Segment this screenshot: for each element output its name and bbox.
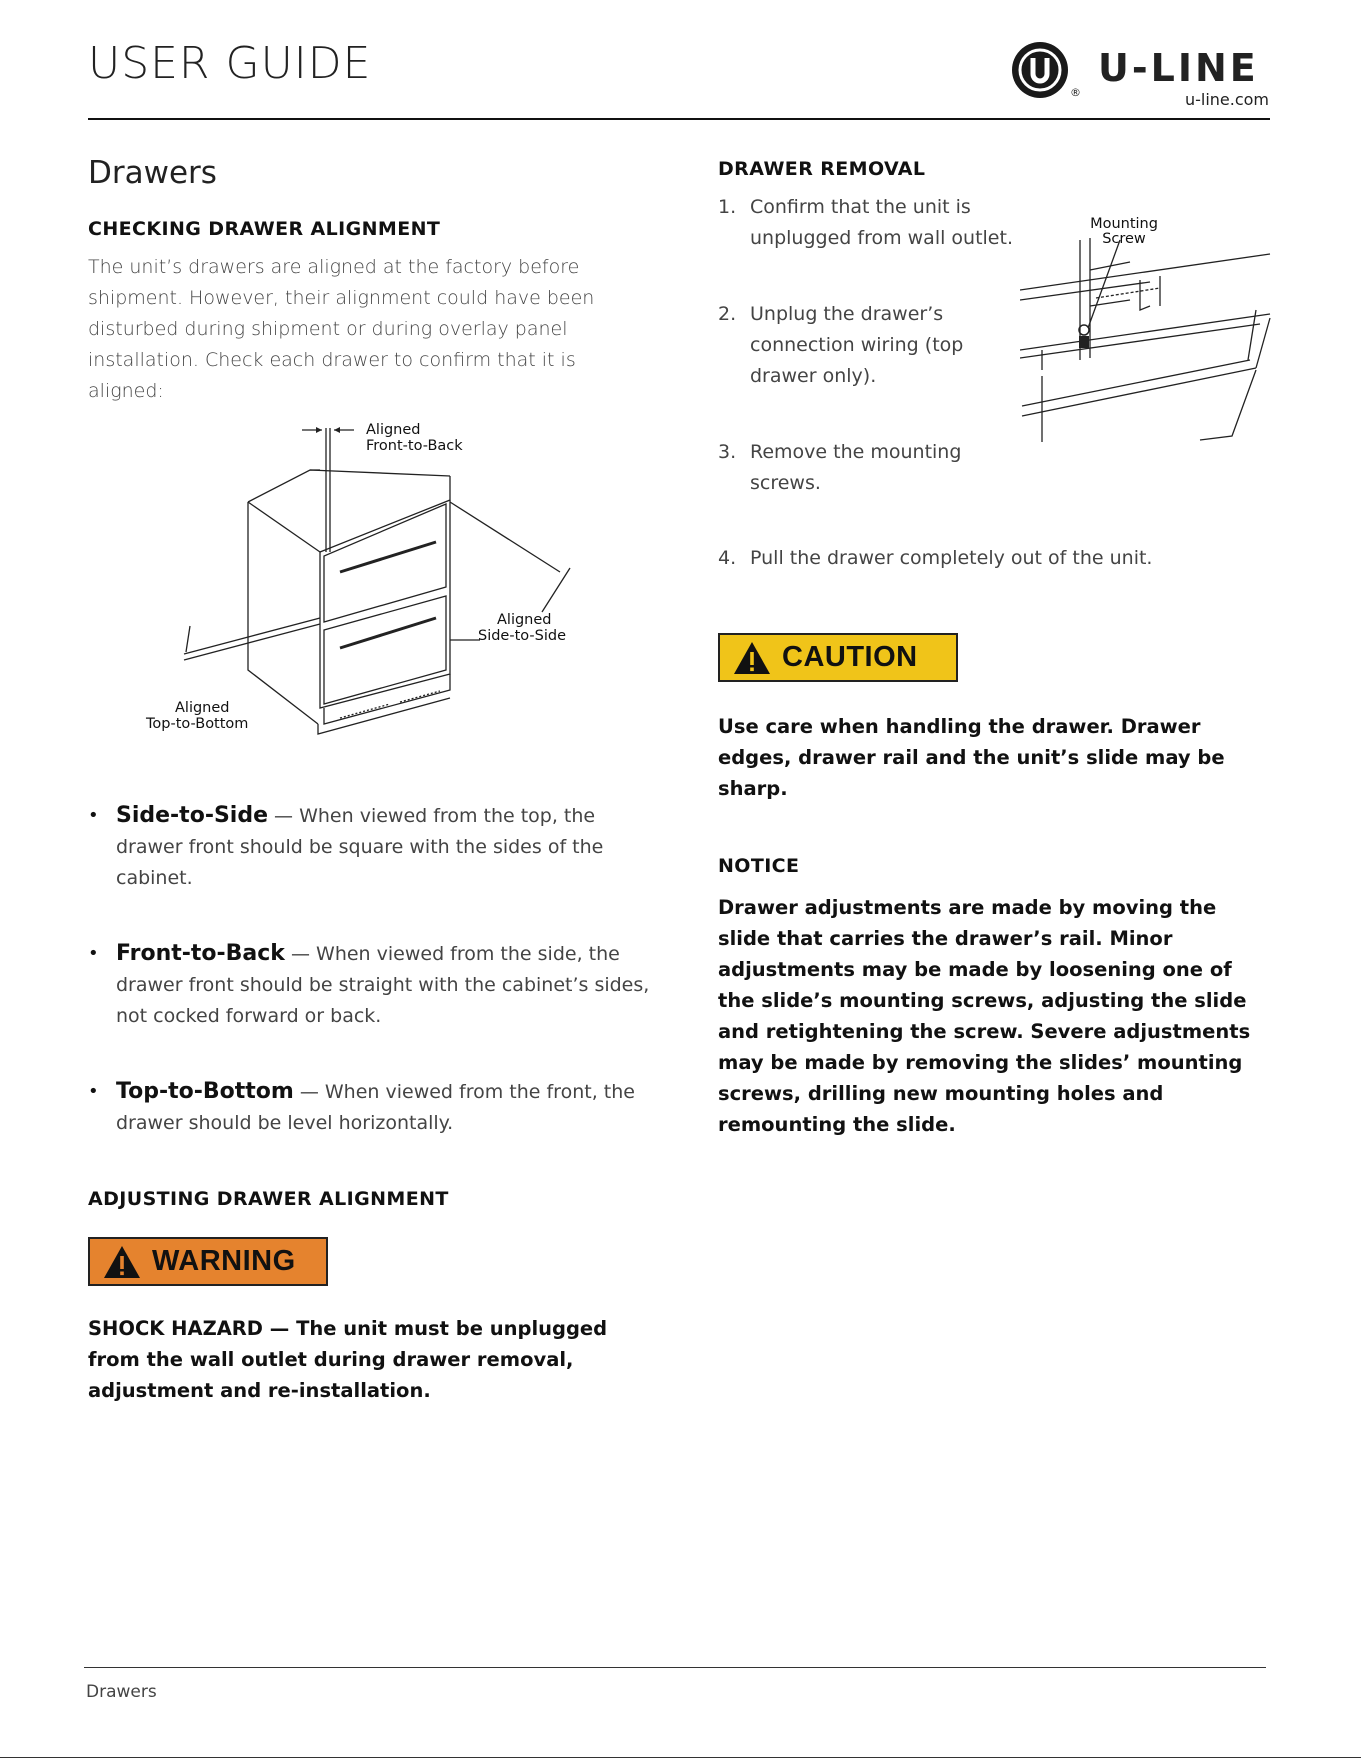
mounting-screw-diagram — [1020, 210, 1276, 450]
notice-line: slide that carries the drawer’s rail. Minor — [718, 927, 1173, 950]
removal-step-1 — [718, 192, 1018, 262]
notice-line: and retightening the screw. Severe adjustments — [718, 1020, 1251, 1043]
shock-line: from the wall outlet during drawer removal, — [88, 1348, 574, 1371]
u-line-logo-icon — [1010, 40, 1070, 100]
page-bottom-edge — [0, 1757, 1361, 1758]
bullet-dot: • — [88, 805, 99, 826]
paragraph-line: shipment. However, their alignment could have been — [88, 287, 595, 309]
checking-alignment-heading: CHECKING DRAWER ALIGNMENT — [88, 218, 441, 240]
caution-line: edges, drawer rail and the unit’s slide may be — [718, 746, 1225, 769]
bullet-term: Side-to-Side — [116, 803, 269, 828]
bullet-text: not cocked forward or back. — [116, 1005, 382, 1027]
mounting-screw-label-1: Mounting — [1090, 216, 1158, 232]
drawer-removal-heading: DRAWER REMOVAL — [718, 158, 926, 180]
bullet-term: Front-to-Back — [116, 941, 285, 966]
removal-step-2 — [718, 299, 1018, 399]
bullet-top-to-bottom — [88, 1076, 648, 1146]
bullet-text: drawer should be level horizontally. — [116, 1112, 454, 1134]
logo-wordmark: U-LINE — [1098, 46, 1259, 90]
paragraph-line: disturbed during shipment or during overlay panel — [88, 318, 568, 340]
section-title: Drawers — [88, 155, 217, 191]
removal-step-4 — [718, 543, 1278, 583]
removal-step-3 — [718, 437, 1018, 507]
paragraph-line: aligned: — [88, 380, 164, 402]
side-to-side-label-2: Side-to-Side — [478, 628, 567, 644]
brand-logo — [1010, 38, 1275, 108]
shock-line: SHOCK HAZARD — The unit must be unplugged — [88, 1317, 608, 1340]
notice-line: the slide’s mounting screws, adjusting the slide — [718, 989, 1247, 1012]
step-text: unplugged from wall outlet. — [750, 227, 1013, 249]
bullet-text: drawer front should be straight with the cabinet’s sides, — [116, 974, 650, 996]
adjusting-alignment-heading: ADJUSTING DRAWER ALIGNMENT — [88, 1188, 449, 1210]
shock-hazard-text — [88, 1313, 668, 1406]
caution-badge — [718, 633, 958, 682]
caution-text — [718, 711, 1278, 804]
footer-divider — [84, 1667, 1266, 1668]
bullet-text: — When viewed from the side, the — [284, 943, 620, 965]
bullet-term: Top-to-Bottom — [116, 1079, 294, 1104]
notice-line: adjustments may be made by loosening one of — [718, 958, 1232, 981]
footer-section-name: Drawers — [86, 1682, 157, 1702]
bullet-text: cabinet. — [116, 867, 193, 889]
step-number: 4. — [718, 547, 737, 569]
front-to-back-label-2: Front-to-Back — [366, 438, 463, 454]
bullet-text: — When viewed from the top, the — [268, 805, 596, 827]
notice-line: may be made by removing the slides’ mounting — [718, 1051, 1243, 1074]
bullet-side-to-side — [88, 800, 648, 900]
bullet-dot: • — [88, 1081, 99, 1102]
top-to-bottom-label-1: Aligned — [175, 700, 230, 716]
shock-line: adjustment and re-installation. — [88, 1379, 431, 1402]
drawer-alignment-diagram — [140, 412, 600, 742]
caution-label: CAUTION — [782, 641, 918, 673]
step-text: screws. — [750, 472, 821, 494]
step-number: 2. — [718, 303, 737, 325]
bullet-dot: • — [88, 943, 99, 964]
bullet-text: — When viewed from the front, the — [293, 1081, 635, 1103]
warning-badge — [88, 1237, 328, 1286]
step-text: Confirm that the unit is — [750, 196, 971, 218]
notice-line: remounting the slide. — [718, 1113, 956, 1136]
step-text: connection wiring (top — [750, 334, 964, 356]
caution-line: Use care when handling the drawer. Drawer — [718, 715, 1201, 738]
registered-mark: ® — [1070, 86, 1081, 99]
website-url: u-line.com — [1184, 90, 1269, 109]
step-text: Unplug the drawer’s — [750, 303, 944, 325]
paragraph-line: The unit’s drawers are aligned at the factory before — [88, 256, 580, 278]
warning-triangle-icon — [102, 1244, 142, 1280]
bullet-front-to-back — [88, 938, 648, 1038]
notice-line: screws, drilling new mounting holes and — [718, 1082, 1164, 1105]
bullet-text: drawer front should be square with the sides of the — [116, 836, 604, 858]
notice-line: Drawer adjustments are made by moving the — [718, 896, 1217, 919]
header-divider — [88, 118, 1270, 120]
front-to-back-label-1: Aligned — [366, 422, 421, 438]
side-to-side-label-1: Aligned — [497, 612, 552, 628]
caution-triangle-icon — [732, 640, 772, 676]
warning-label: WARNING — [152, 1245, 296, 1277]
notice-text — [718, 892, 1288, 1140]
step-text: Pull the drawer completely out of the unit. — [750, 547, 1153, 569]
caution-line: sharp. — [718, 777, 788, 800]
step-number: 3. — [718, 441, 737, 463]
paragraph-line: installation. Check each drawer to confirm that it is — [88, 349, 576, 371]
checking-alignment-paragraph — [88, 252, 668, 407]
notice-heading: NOTICE — [718, 855, 800, 877]
mounting-screw-label-2: Screw — [1102, 231, 1146, 247]
step-text: Remove the mounting — [750, 441, 962, 463]
step-text: drawer only). — [750, 365, 877, 387]
page-header-title: USER GUIDE — [88, 38, 372, 89]
top-to-bottom-label-2: Top-to-Bottom — [146, 716, 249, 732]
step-number: 1. — [718, 196, 737, 218]
